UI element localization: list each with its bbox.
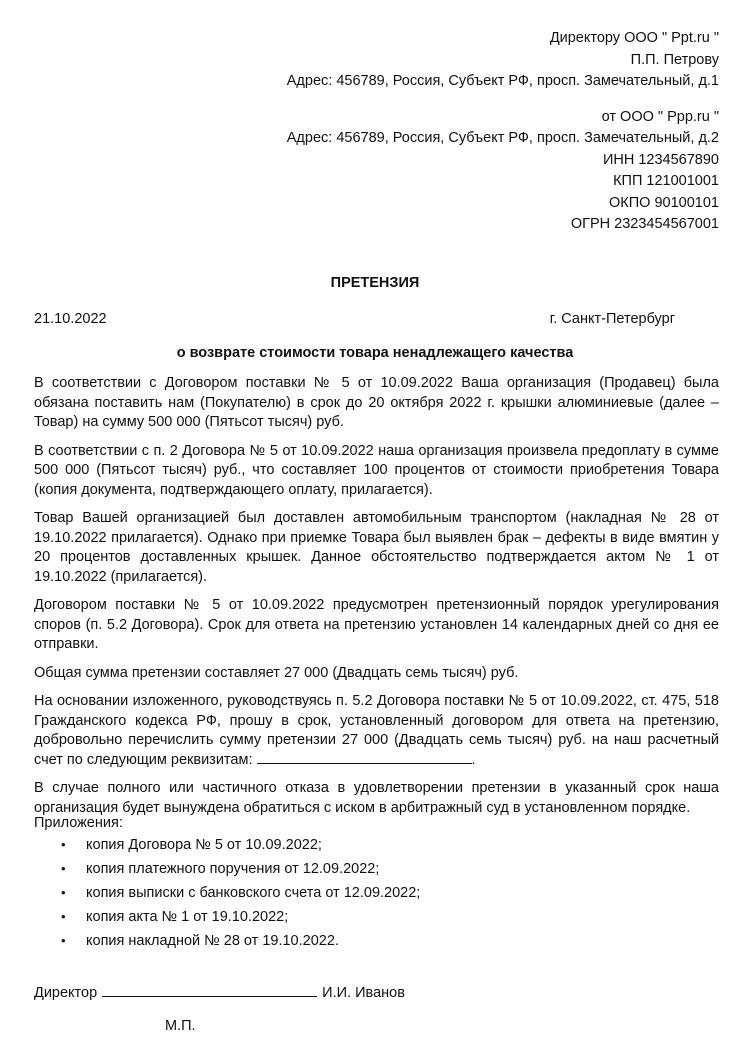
document-city: г. Санкт-Петербург [549,311,675,327]
paragraph-procedure: Договором поставки № 5 от 10.09.2022 предусмотрен претензионный порядок урегулирования споров (п. 5.2 Договора). Срок для ответа на претензию установлен 14 календарных дней со дня ее отправки. [34,597,719,652]
bank-details-blank [257,751,472,764]
sender-address: Адрес: 456789, Россия, Субъект РФ, просп. Замечательный, д.2 [286,130,719,146]
paragraph-court: В случае полного или частичного отказа в удовлетворении претензии в указанный срок наша организация будет вынуждена обратиться с иском в арбитражный суд в установленном порядке. [34,780,719,816]
sender-inn: ИНН 1234567890 [602,151,719,168]
addressee-block [287,28,719,236]
addressee-position: Директору ООО " Ppt.ru " [549,30,719,46]
attachment-item: • копия Договора № 5 от 10.09.2022; [34,833,420,857]
signer-name: И.И. Иванов [322,985,405,1001]
addressee-address: Адрес: 456789, Россия, Субъект РФ, просп. Замечательный, д.1 [286,73,719,89]
attachment-item: • копия выписки с банковского счета от 12.09.2022; [34,881,420,905]
paragraph-demand [34,692,719,770]
paragraph-prepayment: В соответствии с п. 2 Договора № 5 от 10.09.2022 наша организация произвела предоплату в сумме 500 000 (Пятьсот тысяч) руб., что составляет 100 процентов от стоимости приобретения Товара (копия документа, подтверждающего оплату, прилагается). [34,442,719,498]
sender-org: от ООО " Ppp.ru " [601,108,719,125]
attachment-item: • копия накладной № 28 от 19.10.2022. [34,929,420,953]
document-date: 21.10.2022 [34,311,107,327]
document-title: ПРЕТЕНЗИЯ [330,275,420,291]
paragraph-contract: В соответствии с Договором поставки № 5 от 10.09.2022 Ваша организация (Продавец) была обязана поставить нам (Покупателю) в срок до 20 октября 2022 г. крышки алюминиевые (далее – Товар) на сумму 500 000 (Пятьсот тысяч) руб. [34,375,719,430]
attachments-title: Приложения: [34,815,123,831]
sender-okpo: ОКПО 90100101 [609,194,719,211]
sender-ogrn: ОГРН 2323454567001 [570,216,719,232]
paragraph-defect: Товар Вашей организацией был доставлен автомобильным транспортом (накладная № 28 от 19.10.2022 прилагается). Однако при приемке Товара был выявлен брак – дефекты в виде вмятин у 20 процентов доставленных крышек. Данное обстоятельство подтверждается актом № 1 от 19.10.2022 (прилагается). [34,510,719,585]
attachments-list [34,833,420,953]
claim-body [34,374,719,827]
attachment-item: • копия акта № 1 от 19.10.2022; [34,905,420,929]
signer-position: Директор [34,985,98,1001]
demand-end: . [471,751,476,768]
addressee-name: П.П. Петрову [630,51,719,68]
demand-text: На основании изложенного, руководствуясь п. 5.2 Договора поставки № 5 от 10.09.2022, ст. 475, 518 Гражданского кодекса РФ, прошу в срок, установленный договором для ответа на претензию, добровольно перечислить сумму претензии 27 000 (Двадцать семь тысяч) руб. на наш расчетный счет по следующим реквизитам: [34,693,719,768]
sender-kpp: КПП 121001001 [613,173,719,189]
signature-line [34,983,405,1001]
paragraph-total: Общая сумма претензии составляет 27 000 (Двадцать семь тысяч) руб. [34,664,519,681]
header-spacer [287,93,719,107]
stamp-place: М.П. [165,1018,196,1034]
attachment-item: • копия платежного поручения от 12.09.2022; [34,857,420,881]
document-subject: о возврате стоимости товара ненадлежащего качества [176,345,574,361]
signature-blank [102,983,317,997]
